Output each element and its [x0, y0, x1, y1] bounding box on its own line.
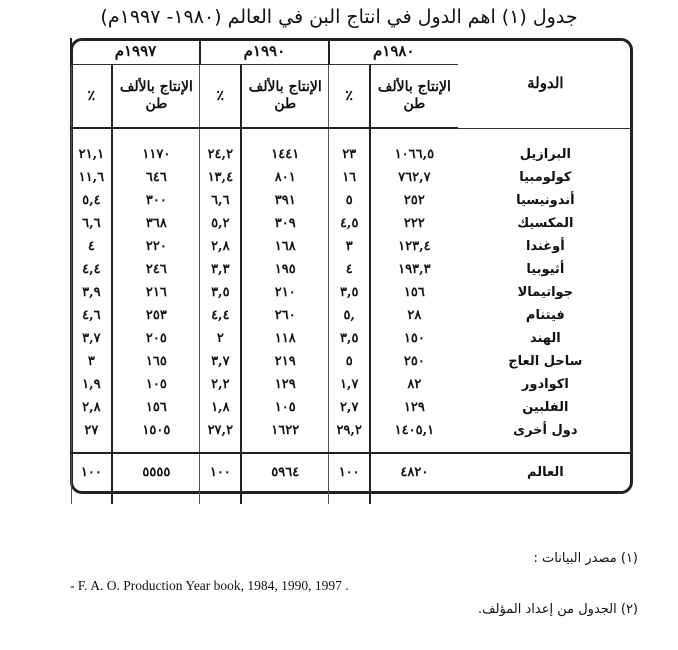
percent-1980-cell: ٥: [329, 350, 370, 373]
production-1980-cell: ٢٥٢: [370, 189, 458, 212]
percent-1997-cell: ٢,٨: [71, 396, 112, 419]
author-note: (٢) الجدول من إعداد المؤلف.: [478, 602, 638, 617]
production-1997-cell: ١٥٦: [112, 396, 200, 419]
production-1990-cell: ١١٨: [241, 327, 329, 350]
percent-1980-header: ٪: [329, 65, 370, 129]
production-1980-cell: ٢٥٠: [370, 350, 458, 373]
percent-1980-cell: ٢٣: [329, 143, 370, 166]
percent-1980-cell: ١٦: [329, 166, 370, 189]
percent-1990-header: ٪: [200, 65, 241, 129]
percent-1990-cell: ٢,٨: [200, 235, 241, 258]
production-1980-cell: ١٢٣,٤: [370, 235, 458, 258]
total-country-cell: العالم: [527, 464, 564, 480]
percent-1997-cell: ٤,٤: [71, 258, 112, 281]
production-1997-cell: ٢١٦: [112, 281, 200, 304]
percent-1990-cell: ٢٧,٢: [200, 419, 241, 442]
table-row: [71, 212, 633, 235]
production-1990-cell: ٣٠٩: [241, 212, 329, 235]
percent-1990-cell: ٥,٢: [200, 212, 241, 235]
percent-1997-cell: ١,٩: [71, 373, 112, 396]
production-1990-cell: ٣٩١: [241, 189, 329, 212]
country-cell: كولومبيا: [519, 170, 572, 185]
table-row: [71, 166, 633, 189]
year-1990-header: ١٩٩٠م: [200, 38, 329, 65]
total-production-1980-cell: ٤٨٢٠: [370, 453, 458, 490]
production-1980-cell: ١٤٠٥,١: [370, 419, 458, 442]
country-cell: أندونيسيا: [516, 193, 575, 208]
total-row: [71, 453, 633, 490]
percent-1997-cell: ٣: [71, 350, 112, 373]
production-1980-cell: ١٠٦٦,٥: [370, 143, 458, 166]
total-production-1990-cell: ٥٩٦٤: [241, 453, 329, 490]
production-1997-cell: ٣٠٠: [112, 189, 200, 212]
country-cell: أثيوبيا: [526, 262, 565, 277]
percent-1997-cell: ١١,٦: [71, 166, 112, 189]
country-cell: الهند: [529, 331, 561, 346]
year-1980-header: ١٩٨٠م: [329, 38, 458, 65]
production-1990-cell: ٨٠١: [241, 166, 329, 189]
total-percent-1990-cell: ١٠٠: [200, 453, 241, 490]
percent-1980-cell: ,٥: [329, 304, 370, 327]
production-1997-cell: ١٦٥: [112, 350, 200, 373]
production-1990-cell: ٢٦٠: [241, 304, 329, 327]
country-cell: فيتنام: [525, 308, 565, 323]
percent-1997-cell: ٦,٦: [71, 212, 112, 235]
percent-1997-cell: ٥,٤: [71, 189, 112, 212]
percent-1980-cell: ٤,٥: [329, 212, 370, 235]
table-row: [71, 189, 633, 212]
production-1997-header: الإنتاج بالألف طن: [112, 65, 200, 129]
total-percent-1980-cell: ١٠٠: [329, 453, 370, 490]
table-row: [71, 373, 633, 396]
production-1997-cell: ١٠٥: [112, 373, 200, 396]
country-cell: جواتيمالا: [517, 285, 574, 300]
country-cell: ساحل العاج: [508, 354, 583, 369]
table-row: [71, 281, 633, 304]
production-1990-cell: ١٦٨: [241, 235, 329, 258]
table-row: [71, 419, 633, 442]
data-source-note: (١) مصدر البيانات :: [533, 551, 638, 566]
percent-1997-header: ٪: [71, 65, 112, 129]
total-production-1997-cell: ٥٥٥٥: [112, 453, 200, 490]
production-1990-cell: ١٢٩: [241, 373, 329, 396]
percent-1997-cell: ٢٧: [71, 419, 112, 442]
production-1990-cell: ٢١٩: [241, 350, 329, 373]
table-row: [71, 143, 633, 166]
percent-1990-cell: ٣,٣: [200, 258, 241, 281]
production-1997-cell: ١١٧٠: [112, 143, 200, 166]
production-1997-cell: ١٥٠٥: [112, 419, 200, 442]
percent-1997-cell: ٤: [71, 235, 112, 258]
percent-1990-cell: ٤,٤: [200, 304, 241, 327]
percent-1997-cell: ٣,٧: [71, 327, 112, 350]
percent-1990-cell: ٣,٧: [200, 350, 241, 373]
percent-1980-cell: ٢٩,٢: [329, 419, 370, 442]
country-cell: المكسيك: [517, 216, 574, 231]
production-1990-cell: ١٠٥: [241, 396, 329, 419]
country-cell: اكوادور: [521, 377, 569, 392]
table-row: [71, 235, 633, 258]
production-1980-header: الإنتاج بالألف طن: [370, 65, 458, 129]
production-1990-cell: ١٤٤١: [241, 143, 329, 166]
percent-1990-cell: ٦,٦: [200, 189, 241, 212]
country-cell: الفلبين: [522, 400, 569, 415]
percent-1980-cell: ١,٧: [329, 373, 370, 396]
production-1980-cell: ٢٢٢: [370, 212, 458, 235]
percent-1990-cell: ١٣,٤: [200, 166, 241, 189]
country-cell: أوغندا: [526, 239, 565, 254]
production-1997-cell: ٢٠٥: [112, 327, 200, 350]
table-row: [71, 396, 633, 419]
percent-1997-cell: ٣,٩: [71, 281, 112, 304]
production-1997-cell: ٢٥٣: [112, 304, 200, 327]
table-row: [71, 258, 633, 281]
percent-1980-cell: ٣,٥: [329, 281, 370, 304]
source-citation: - F. A. O. Production Year book, 1984, 1990, 1997 .: [70, 578, 349, 593]
production-1997-cell: ٣٦٨: [112, 212, 200, 235]
production-1990-cell: ١٩٥: [241, 258, 329, 281]
table-row: [71, 304, 633, 327]
production-1997-cell: ٦٤٦: [112, 166, 200, 189]
production-1980-cell: ١٢٩: [370, 396, 458, 419]
percent-1990-cell: ٢٤,٢: [200, 143, 241, 166]
percent-1990-cell: ٣,٥: [200, 281, 241, 304]
production-1990-cell: ١٦٢٢: [241, 419, 329, 442]
percent-1990-cell: ٢,٢: [200, 373, 241, 396]
production-1997-cell: ٢٢٠: [112, 235, 200, 258]
year-1997-header: ١٩٩٧م: [71, 38, 200, 65]
percent-1997-cell: ٢١,١: [71, 143, 112, 166]
production-1990-header: الإنتاج بالألف طن: [241, 65, 329, 129]
percent-1990-cell: ١,٨: [200, 396, 241, 419]
percent-1990-cell: ٢: [200, 327, 241, 350]
country-column-header: الدولة: [458, 38, 633, 128]
total-percent-1997-cell: ١٠٠: [71, 453, 112, 490]
production-1980-cell: ١٥٠: [370, 327, 458, 350]
production-1980-cell: ٧٦٢,٧: [370, 166, 458, 189]
percent-1980-cell: ٣: [329, 235, 370, 258]
production-1990-cell: ٢١٠: [241, 281, 329, 304]
production-1997-cell: ٢٤٦: [112, 258, 200, 281]
country-cell: البرازيل: [519, 147, 571, 162]
production-1980-cell: ٨٢: [370, 373, 458, 396]
percent-1980-cell: ٤: [329, 258, 370, 281]
coffee-production-table: [70, 38, 633, 504]
table-title: جدول (١) اهم الدول في انتاج البن في العالم (١٩٨٠- ١٩٩٧م): [100, 6, 578, 28]
country-cell: دول أخرى: [513, 423, 578, 438]
table-row: [71, 327, 633, 350]
production-1980-cell: ١٩٣,٣: [370, 258, 458, 281]
percent-1980-cell: ٥: [329, 189, 370, 212]
table-row: [71, 350, 633, 373]
production-1980-cell: ١٥٦: [370, 281, 458, 304]
production-1980-cell: ٢٨: [370, 304, 458, 327]
percent-1980-cell: ٢,٧: [329, 396, 370, 419]
percent-1980-cell: ٣,٥: [329, 327, 370, 350]
percent-1997-cell: ٤,٦: [71, 304, 112, 327]
